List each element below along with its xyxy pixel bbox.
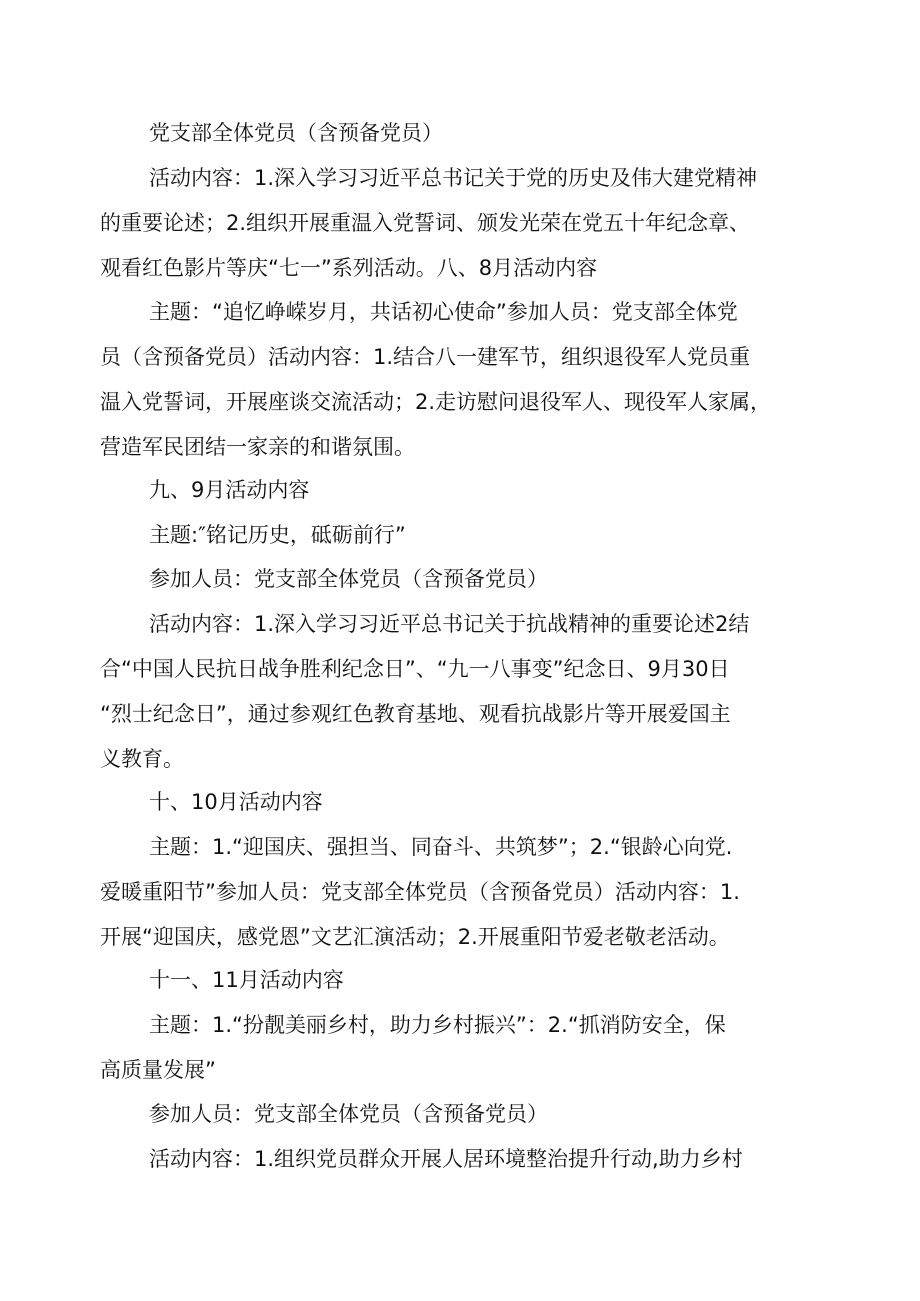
text-line: 爱暖重阳节”参加人员：党支部全体党员（含预备党员）活动内容：1. <box>100 880 740 904</box>
text-line: 活动内容：1.组织党员群众开展人居环境整治提升行动,助力乡村 <box>149 1147 743 1171</box>
text-line: 十、10月活动内容 <box>149 790 323 814</box>
paragraph-activity-july <box>100 161 830 285</box>
text-line: 营造军民团结一家亲的和谐氛围。 <box>100 435 415 459</box>
paragraph-october <box>100 830 830 954</box>
text-line: “烈士纪念日”，通过参观红色教育基地、观看抗战影片等开展爱国主 <box>100 702 731 726</box>
text-line: 十一、11月活动内容 <box>149 968 344 992</box>
text-line: 党支部全体党员（含预备党员） <box>149 121 443 145</box>
text-line: 主题:″铭记历史，砥砺前行” <box>149 523 406 547</box>
text-line: 主题：1.“扮靓美丽乡村，助力乡村振兴”：2.“抓消防安全，保 <box>149 1013 726 1037</box>
paragraph-activity-november <box>100 1142 830 1176</box>
text-line: 主题：1.“迎国庆、强担当、同奋斗、共筑梦”；2.“银龄心向党. <box>149 835 733 859</box>
text-line: 员（含预备党员）活动内容：1.结合八一建军节，组织退役军人党员重 <box>100 345 751 369</box>
text-line: 参加人员：党支部全体党员（含预备党员） <box>149 567 548 591</box>
text-line: 合“中国人民抗日战争胜利纪念日”、“九一八事变”纪念日、9月30日 <box>100 657 730 681</box>
section-heading-november <box>100 963 830 997</box>
text-line: 义教育。 <box>100 747 184 771</box>
text-line: 活动内容：1.深入学习习近平总书记关于抗战精神的重要论述2结 <box>149 612 750 636</box>
paragraph-activity-september <box>100 607 830 776</box>
text-line: 主题：“追忆峥嵘岁月，共话初心使命”参加人员：党支部全体党 <box>149 300 738 324</box>
paragraph-participants-july <box>100 116 830 150</box>
section-heading-september <box>100 473 830 507</box>
paragraph-august <box>100 295 830 464</box>
text-line: 参加人员：党支部全体党员（含预备党员） <box>149 1102 548 1126</box>
paragraph-participants-september <box>100 562 830 596</box>
text-line: 温入党誓词，开展座谈交流活动；2.走访慰问退役军人、现役军人家属， <box>100 390 772 414</box>
text-line: 活动内容：1.深入学习习近平总书记关于党的历史及伟大建党精神 <box>149 166 758 190</box>
text-line: 高质量发展” <box>100 1058 216 1082</box>
section-heading-october <box>100 785 830 819</box>
paragraph-participants-november <box>100 1097 830 1131</box>
text-line: 观看红色影片等庆“七一”系列活动。八、8月活动内容 <box>100 256 598 280</box>
paragraph-theme-november <box>100 1008 830 1087</box>
text-line: 九、9月活动内容 <box>149 478 310 502</box>
paragraph-theme-september <box>100 518 830 552</box>
text-line: 开展“迎国庆，感党恩”文艺汇演活动；2.开展重阳节爱老敬老活动。 <box>100 925 730 949</box>
text-line: 的重要论述；2.组织开展重温入党誓词、颁发光荣在党五十年纪念章、 <box>100 211 751 235</box>
